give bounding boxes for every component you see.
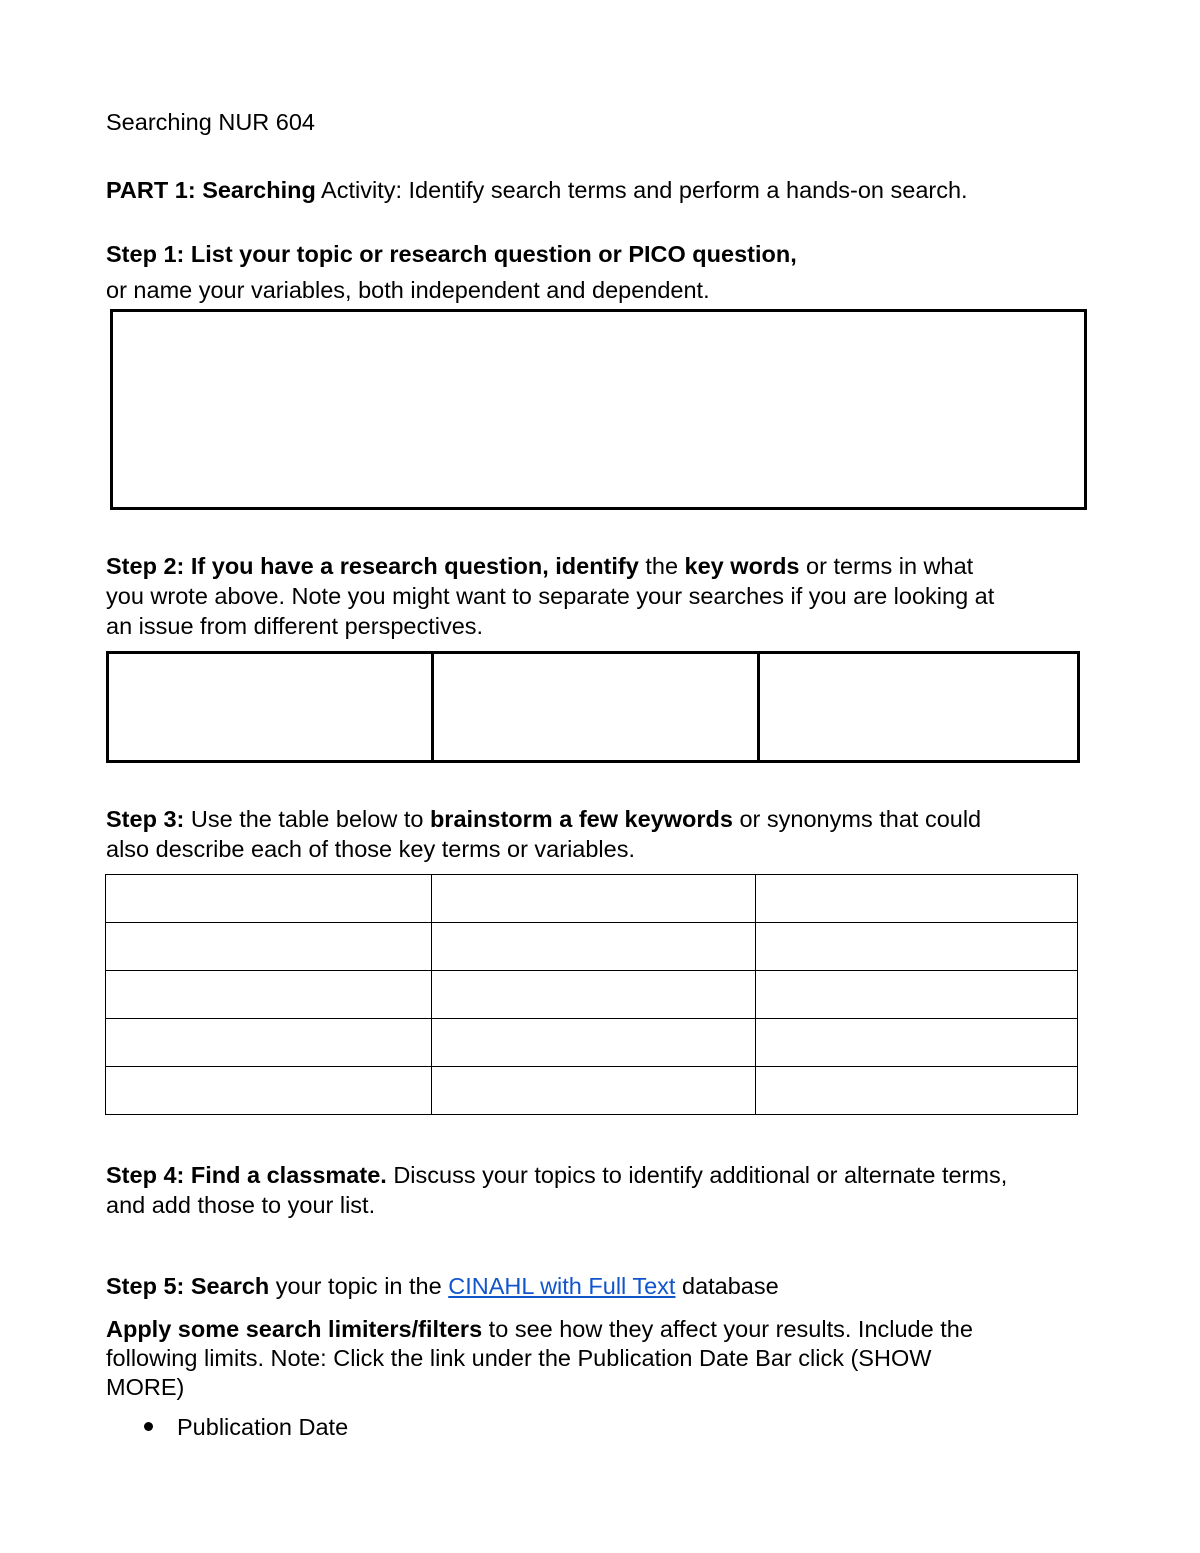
table-cell[interactable] — [756, 1019, 1078, 1067]
step3-text-2: or synonyms that could — [732, 806, 982, 832]
step2-cell[interactable] — [108, 653, 433, 762]
table-cell[interactable] — [106, 1067, 432, 1115]
step2-keywords: key words — [684, 553, 800, 579]
step2-line2: you wrote above. Note you might want to separate your searches if you are looking at — [106, 583, 995, 609]
table-cell[interactable] — [756, 1067, 1078, 1115]
step2-line3: an issue from different perspectives. — [106, 613, 484, 639]
table-cell[interactable] — [432, 1067, 756, 1115]
table-cell[interactable] — [432, 923, 756, 971]
table-row — [106, 1019, 1078, 1067]
table-cell[interactable] — [106, 923, 432, 971]
table-cell[interactable] — [106, 971, 432, 1019]
table-cell[interactable] — [106, 1019, 432, 1067]
step5-label: Step 5: Search — [106, 1273, 270, 1299]
bullet-text: Publication Date — [177, 1414, 349, 1440]
table-cell[interactable] — [756, 971, 1078, 1019]
step2-label: Step 2: If you have a research question, identify — [106, 553, 639, 579]
step1-heading: Step 1: List your topic or research question or PICO question, — [106, 241, 797, 267]
table-cell[interactable] — [756, 923, 1078, 971]
part1-bold-word: Searching — [202, 177, 316, 203]
part1-label: PART 1: — [106, 177, 196, 203]
table-cell[interactable] — [432, 971, 756, 1019]
step2-text-2: or terms in what — [799, 553, 974, 579]
step2-cell[interactable] — [759, 653, 1079, 762]
table-row — [106, 923, 1078, 971]
step2-keyword-table — [106, 651, 1080, 763]
limits-label: Apply some search limiters/filters — [106, 1316, 483, 1342]
limits-line3: MORE) — [106, 1374, 185, 1400]
table-cell[interactable] — [432, 875, 756, 923]
table-row — [106, 1067, 1078, 1115]
step5-text-1: your topic in the — [269, 1273, 449, 1299]
document-title: Searching NUR 604 — [106, 109, 315, 135]
bullet-icon — [144, 1422, 153, 1431]
table-cell[interactable] — [756, 875, 1078, 923]
limits-text: to see how they affect your results. Include the — [482, 1316, 973, 1342]
step2-text-1: the — [638, 553, 685, 579]
table-cell[interactable] — [432, 1019, 756, 1067]
part1-description: Activity: Identify search terms and perform a hands-on search. — [315, 177, 968, 203]
cinahl-link[interactable]: CINAHL with Full Text — [448, 1273, 676, 1299]
step3-synonym-table — [105, 874, 1078, 1115]
step2-heading — [106, 551, 973, 581]
step3-label: Step 3: — [106, 806, 185, 832]
limits-heading — [106, 1314, 973, 1344]
step5-text-2: database — [675, 1273, 779, 1299]
step2-cell[interactable] — [433, 653, 759, 762]
step4-text: Discuss your topics to identify additional or alternate terms, — [386, 1162, 1008, 1188]
limits-line2: following limits. Note: Click the link under the Publication Date Bar click (SHOW — [106, 1345, 932, 1371]
step1-subtext: or name your variables, both independent and dependent. — [106, 277, 710, 303]
step3-brainstorm: brainstorm a few keywords — [429, 806, 733, 832]
list-item — [144, 1412, 348, 1442]
step4-line2: and add those to your list. — [106, 1192, 376, 1218]
step4-label: Step 4: Find a classmate. — [106, 1162, 387, 1188]
table-row — [106, 875, 1078, 923]
step5-heading — [106, 1271, 779, 1301]
table-cell[interactable] — [106, 875, 432, 923]
part1-heading — [106, 175, 968, 205]
step3-heading — [106, 804, 981, 834]
step3-text-1: Use the table below to — [184, 806, 430, 832]
step3-line2: also describe each of those key terms or variables. — [106, 836, 636, 862]
step1-answer-box[interactable] — [110, 309, 1087, 510]
table-row — [106, 971, 1078, 1019]
step4-heading — [106, 1160, 1007, 1190]
